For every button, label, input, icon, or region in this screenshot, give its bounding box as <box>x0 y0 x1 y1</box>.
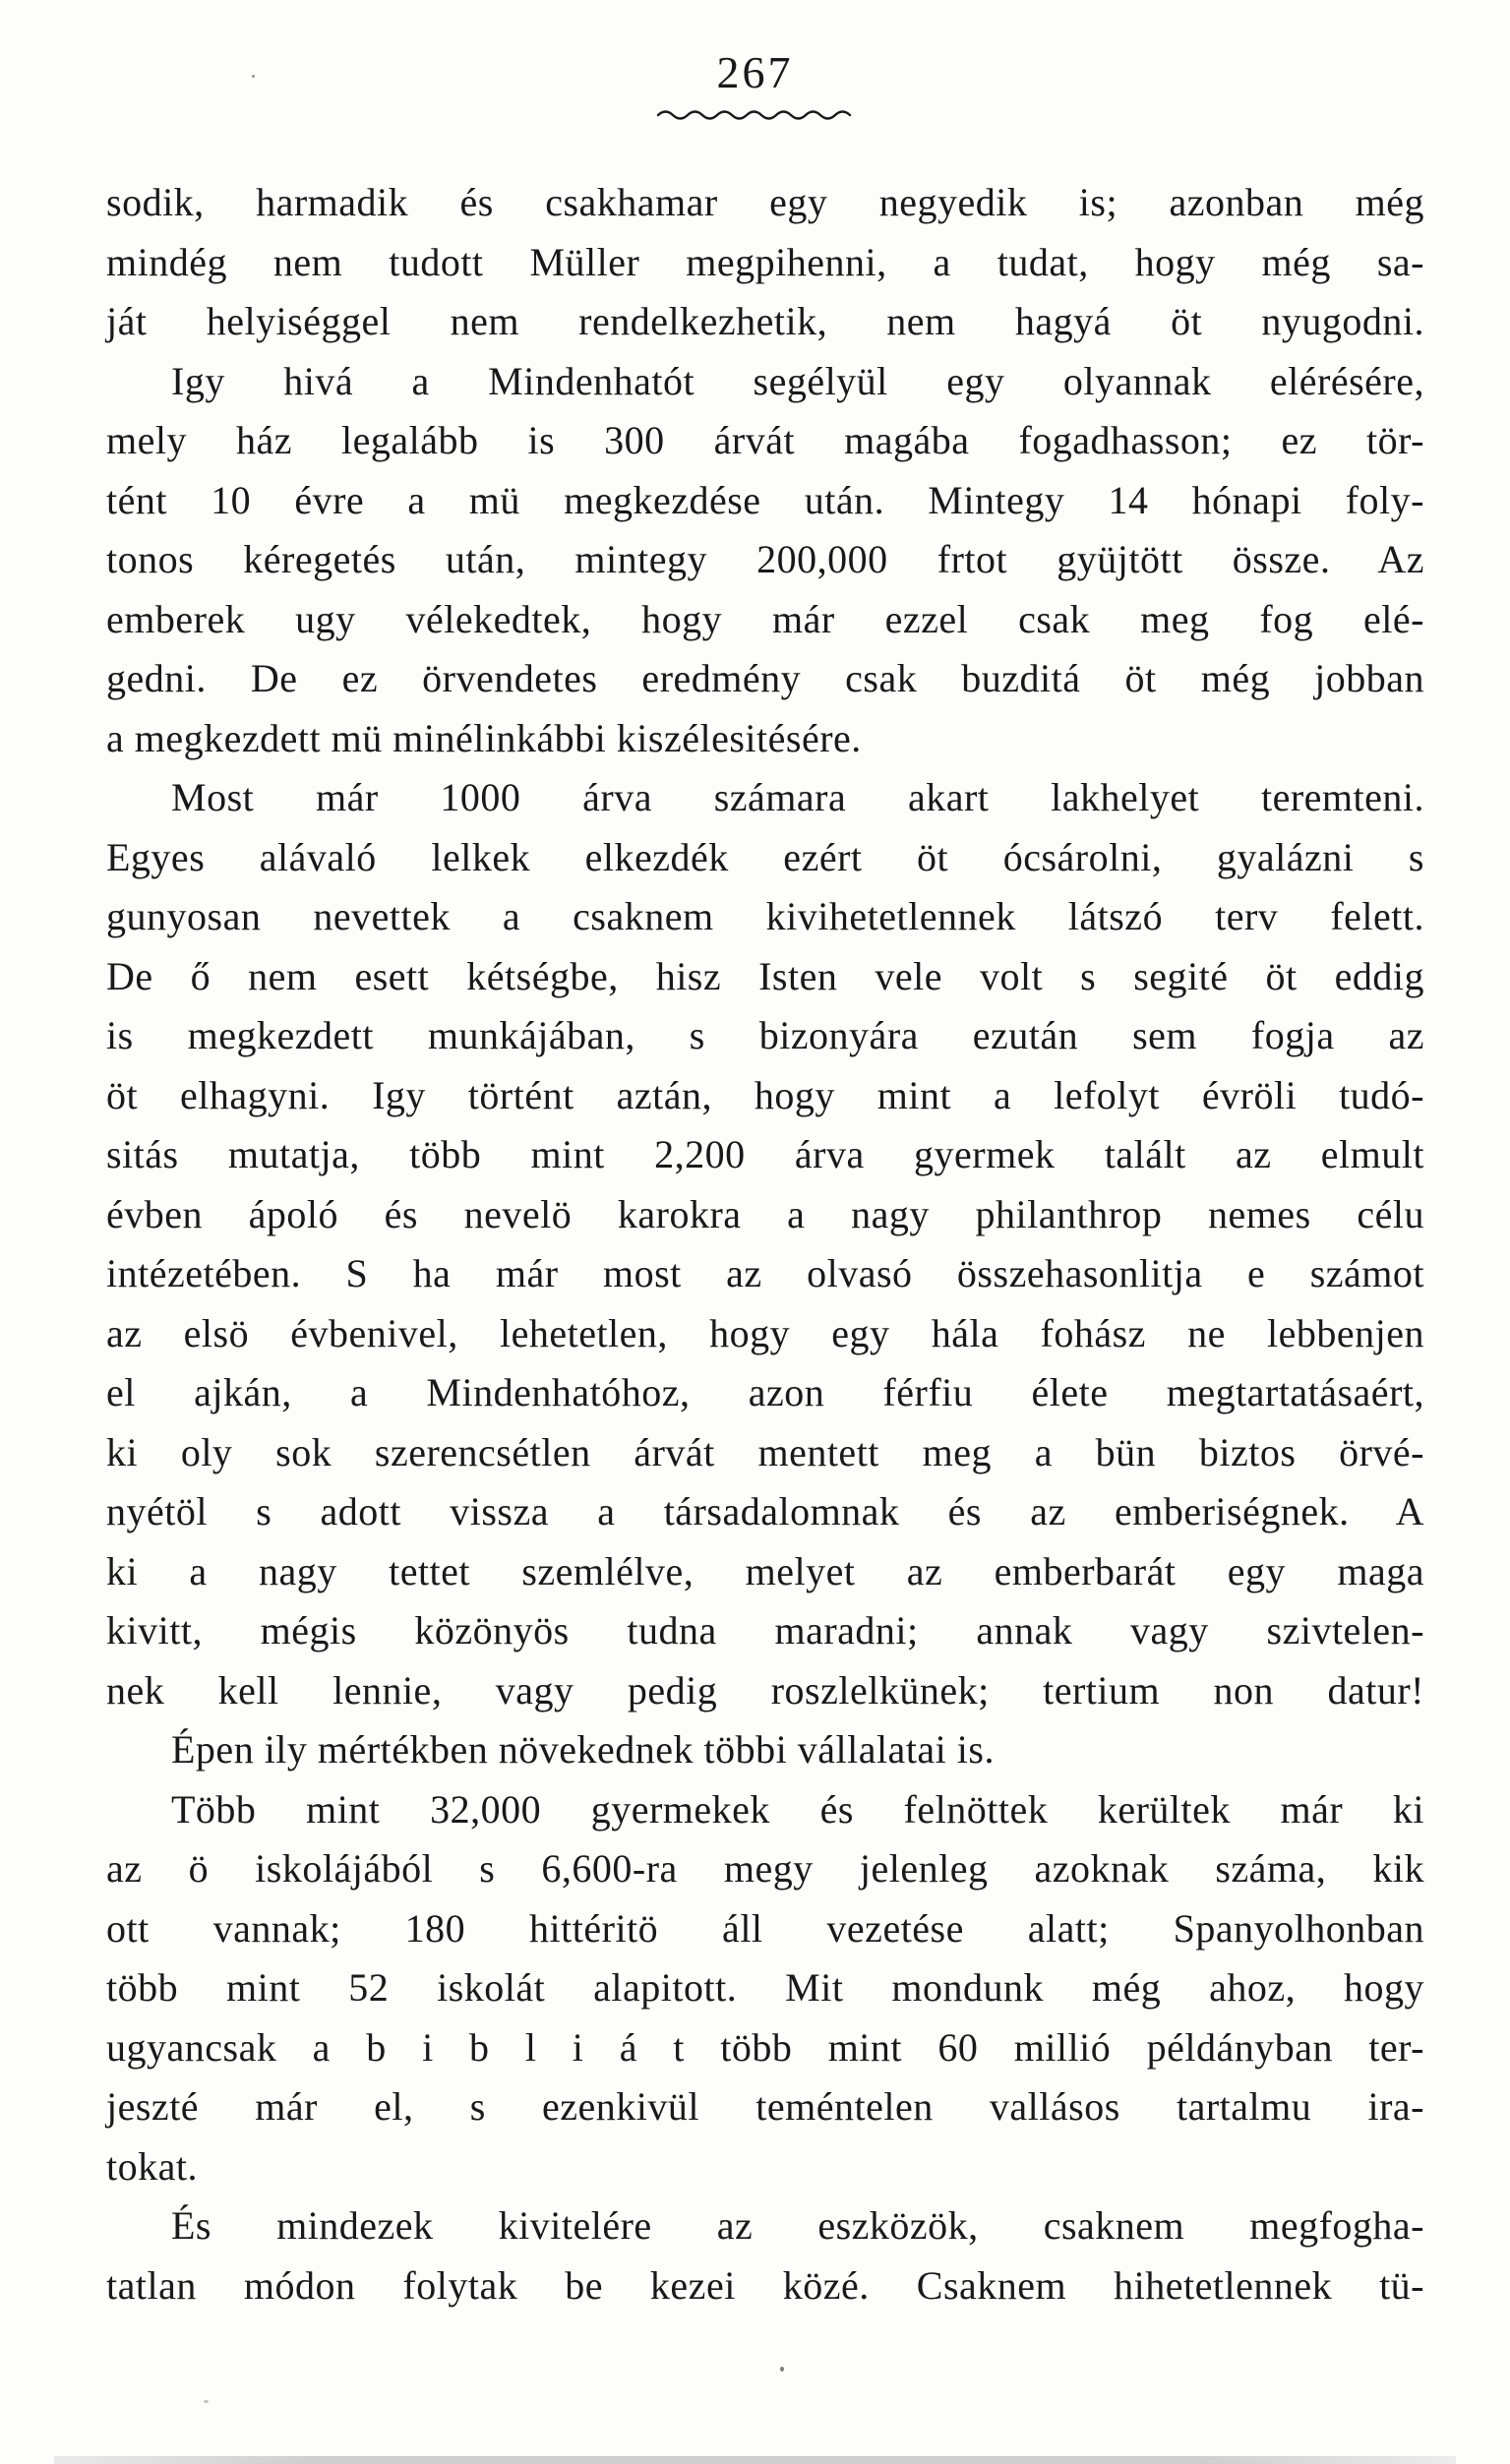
scan-speck <box>780 2367 784 2372</box>
text-line: ki oly sok szerencsétlen árvát mentett meg a bün biztos örvé- <box>106 1429 1424 1474</box>
text-line: az elsö évbenivel, lehetetlen, hogy egy hála fohász ne lebbenjen <box>106 1310 1424 1355</box>
text-line: sodik, harmadik és csakhamar egy negyedik is; azonban még <box>106 180 1424 224</box>
text-line: jeszté már el, s ezenkivül teméntelen vallásos tartalmu ira- <box>106 2084 1424 2129</box>
text-line: mindég nem tudott Müller megpihenni, a tudat, hogy még sa- <box>106 239 1424 284</box>
page-header <box>0 47 1510 122</box>
text-line: sitás mutatja, több mint 2,200 árva gyermek talált az elmult <box>106 1132 1424 1176</box>
scan-speck <box>204 2400 209 2403</box>
text-line: öt elhagyni. Igy történt aztán, hogy mint a lefolyt évröli tudó- <box>106 1072 1424 1117</box>
wavy-rule-icon <box>656 106 854 122</box>
text-line: mely ház legalább is 300 árvát magába fogadhasson; ez tör- <box>106 418 1424 462</box>
text-line: évben ápoló és nevelö karokra a nagy philanthrop nemes célu <box>106 1191 1424 1236</box>
text-line: ját helyiséggel nem rendelkezhetik, nem hagyá öt nyugodni. <box>106 299 1424 343</box>
text-line: nek kell lennie, vagy pedig roszlelkünek; tertium non datur! <box>106 1667 1424 1713</box>
text-line: nyétöl s adott vissza a társadalomnak és az emberiségnek. A <box>106 1489 1424 1533</box>
text-line: gunyosan nevettek a csaknem kivihetetlennek látszó terv felett. <box>106 894 1424 938</box>
text-line: Most már 1000 árva számara akart lakhelyet teremteni. <box>171 775 1424 819</box>
text-line: gedni. De ez örvendetes eredmény csak buzditá öt még jobban <box>106 656 1424 700</box>
text-line: emberek ugy vélekedtek, hogy már ezzel csak meg fog elé- <box>106 596 1424 641</box>
text-line: több mint 52 iskolát alapitott. Mit mondunk még ahoz, hogy <box>106 1965 1424 2010</box>
text-line: el ajkán, a Mindenhatóhoz, azon férfiu élete megtartatásaért, <box>106 1370 1424 1414</box>
text-line: És mindezek kivitelére az eszközök, csaknem megfogha- <box>171 2203 1424 2248</box>
text-line: a megkezdett mü minélinkábbi kiszélesitésére. <box>106 715 862 760</box>
text-line: tonos kéregetés után, mintegy 200,000 frtot gyüjtött össze. Az <box>106 537 1424 581</box>
text-line: ugyancsak a b i b l i á t több mint 60 millió példányban ter- <box>106 2024 1424 2070</box>
text-line: ott vannak; 180 hittéritö áll vezetése alatt; Spanyolhonban <box>106 1905 1424 1951</box>
scan-bottom-edge <box>54 2456 1456 2464</box>
text-line: intézetében. S ha már most az olvasó összehasonlitja e számot <box>106 1251 1424 1295</box>
text-line: kivitt, mégis közönyös tudna maradni; annak vagy szivtelen- <box>106 1608 1424 1653</box>
text-line: Épen ily mértékben növekednek többi vállalatai is. <box>171 1727 995 1772</box>
text-line: De ő nem esett kétségbe, hisz Isten vele volt s segité öt eddig <box>106 953 1424 998</box>
page-number: 267 <box>716 47 794 97</box>
text-line: Több mint 32,000 gyermekek és felnöttek kerültek már ki <box>171 1786 1424 1832</box>
text-line: az ö iskolájából s 6,600-ra megy jelenleg azoknak száma, kik <box>106 1846 1424 1891</box>
text-line: is megkezdett munkájában, s bizonyára ezután sem fogja az <box>106 1013 1424 1057</box>
text-line: tatlan módon folytak be kezei közé. Csaknem hihetetlennek tü- <box>106 2262 1424 2308</box>
page-text <box>106 173 1424 2315</box>
text-line: tokat. <box>106 2143 198 2189</box>
text-line: Igy hivá a Mindenhatót segélyül egy olyannak elérésére, <box>171 358 1424 403</box>
text-line: ki a nagy tettet szemlélve, melyet az emberbarát egy maga <box>106 1548 1424 1593</box>
text-line: tént 10 évre a mü megkezdése után. Mintegy 14 hónapi foly- <box>106 477 1424 522</box>
text-line: Egyes alávaló lelkek elkezdék ezért öt ócsárolni, gyalázni s <box>106 834 1424 879</box>
